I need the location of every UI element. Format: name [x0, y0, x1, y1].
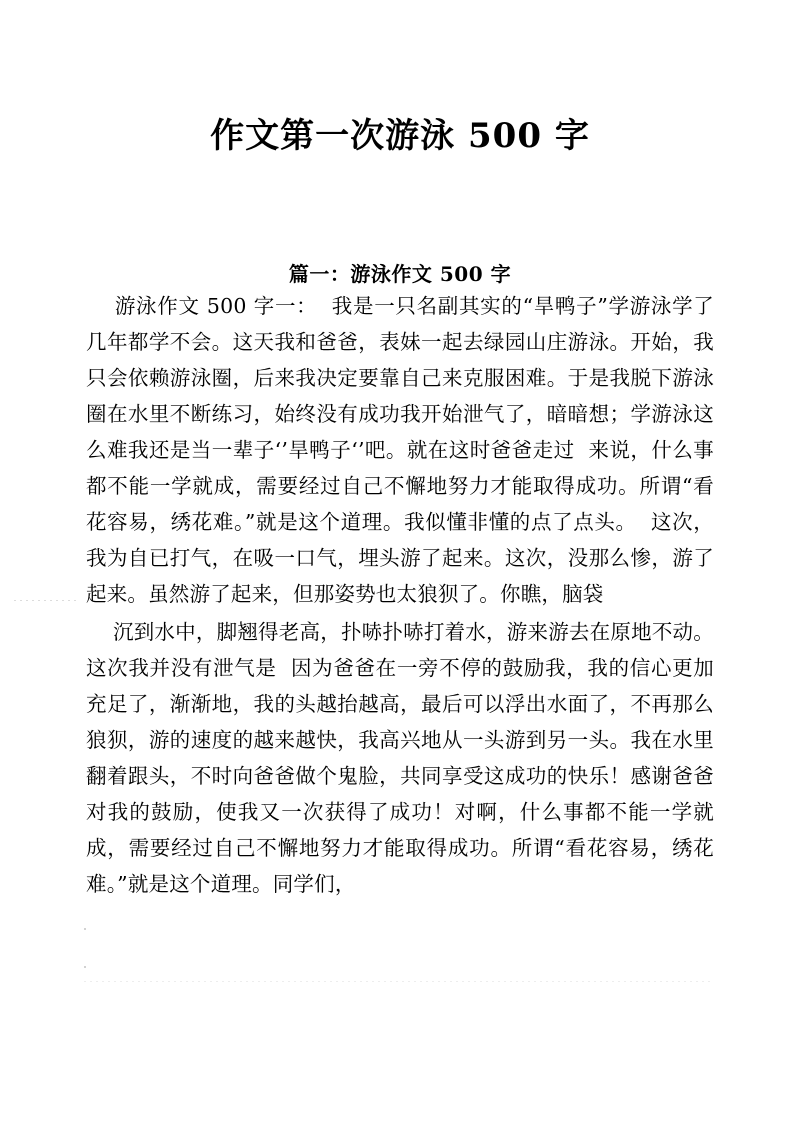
scan-artifact-horizontal-band	[84, 981, 714, 982]
body-paragraph-2: 沉到水中，脚翘得老高，扑哧扑哧打着水，游来游去在原地不动。这次我并没有泄气是 因为爸爸在一旁不停的鼓励我，我的信心更加充足了，渐渐地，我的头越抬越高，最后可以浮出水面了，不再那么狼狈，游的速度的越来越快，我高兴地从一头游到另一头。我在水里翻着跟头，不时向爸爸做个鬼脸，共同享受这成功的快乐！感谢爸爸对我的鼓励，使我又一次获得了成功！对啊，什么事都不能一学就成，需要经过自己不懈地努力才能取得成功。所谓“看花容易，绣花难。”就是这个道理。同学们，	[86, 620, 714, 896]
page-title: 作文第一次游泳 500 字	[210, 115, 590, 156]
scan-artifact-dot	[84, 966, 86, 968]
scan-artifact-dot	[84, 928, 86, 930]
section-heading: 篇一：游泳作文 500 字	[288, 261, 512, 286]
body-paragraph-1: 游泳作文 500 字一： 我是一只名副其实的“旱鸭子”学游泳学了几年都学不会。这天我和爸爸，表妹一起去绿园山庄游泳。开始，我只会依赖游泳圈，后来我决定要靠自己来克服困难。于是我脱下游泳圈在水里不断练习，始终没有成功我开始泄气了，暗暗想；学游泳这么难我还是当一辈子‘’旱鸭子‘’吧。就在这时爸爸走过 来说，什么事都不能一学就成，需要经过自己不懈地努力才能取得成功。所谓“看花容易，绣花难。”就是这个道理。我似懂非懂的点了点头。 这次，我为自已打气，在吸一口气，埋头游了起来。这次，没那么惨，游了起来。虽然游了起来，但那姿势也太狼狈了。你瞧，脑袋	[86, 294, 714, 606]
scan-artifact-left-margin	[14, 600, 80, 601]
document-body	[86, 288, 714, 902]
